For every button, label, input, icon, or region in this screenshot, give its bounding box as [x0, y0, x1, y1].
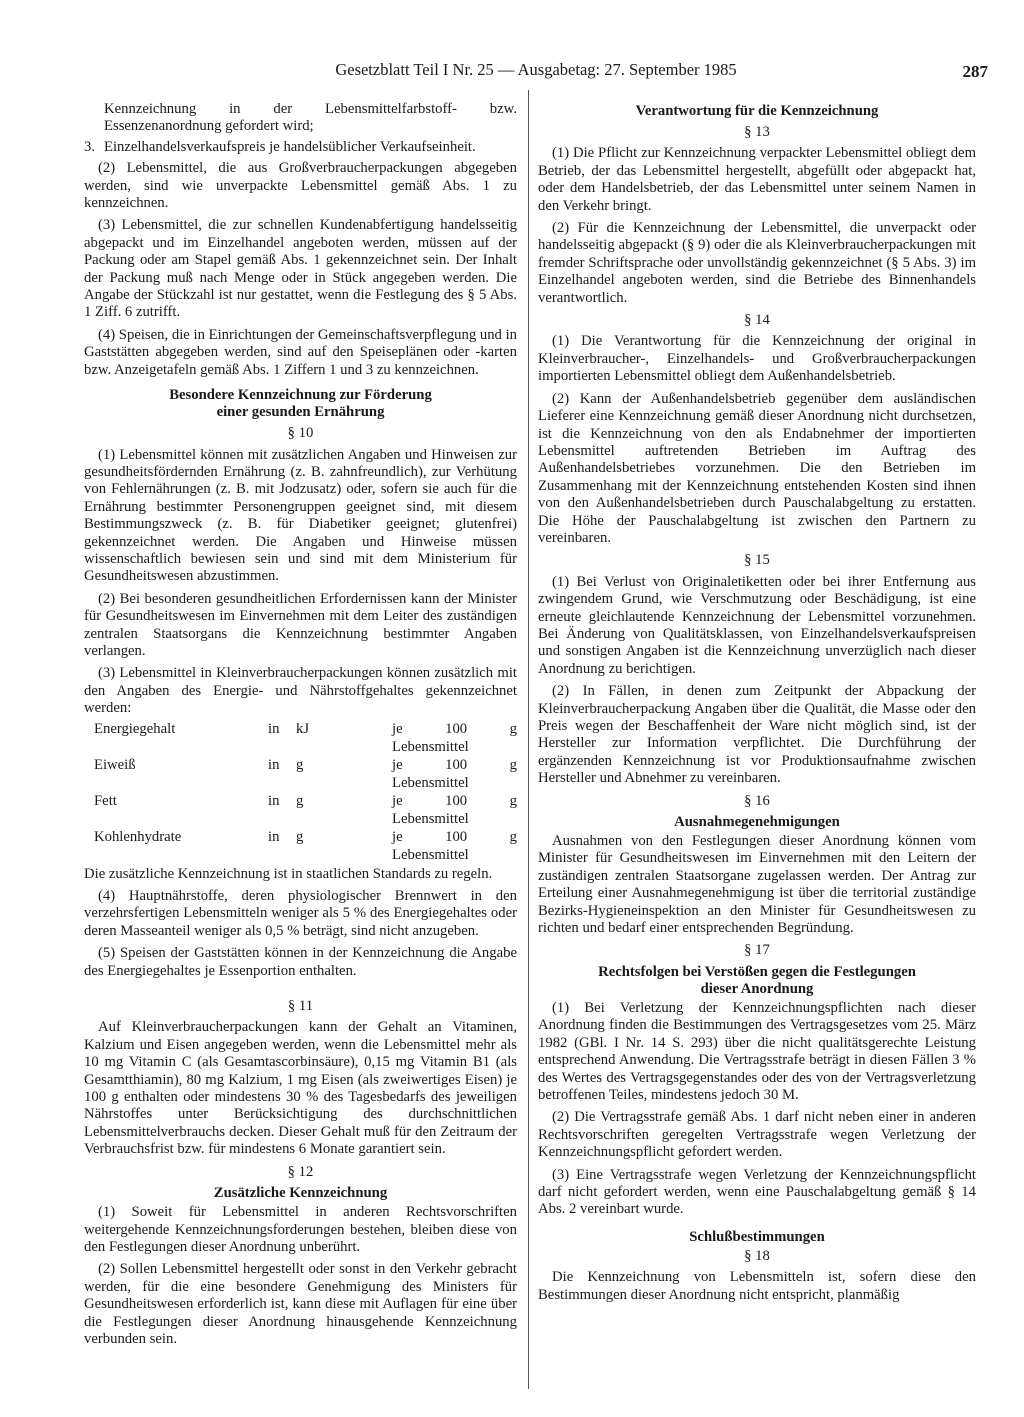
- paragraph: Auf Kleinverbraucherpackungen kann der Gehalt an Vitaminen, Kalzium und Eisen angegeben werden, wenn die Lebensmittel mehr als 10 mg Vitamin C (als Gesamtascorbinsäure), 0,15 mg Vitamin B1 (als Gesamtthiamin), 80 mg Kalzium, 1 mg Eisen (als zweiwertiges Eisen) je 100 g enthalten oder mindestens 30 % des Tagesbedarfs des jeweiligen Nährstoffes unter Berücksichtigung des durchschnittlichen Lebensmittelverbrauchs decken. Dieser Gehalt muß für den Zeitraum der Verbrauchsfrist bzw. für mindestens 6 Monate garantiert sein.: [84, 1019, 517, 1158]
- paragraph: (3) Lebensmittel in Kleinverbraucherpackungen können zusätzlich mit den Angaben des Energie- und Nährstoffgehaltes gekennzeichnet werden:: [84, 665, 517, 717]
- header-title: Gesetzblatt Teil I Nr. 25 — Ausgabetag: 27. September 1985: [335, 60, 737, 79]
- section-number: § 10: [287, 425, 314, 442]
- column-divider: [528, 90, 529, 1389]
- table-row: [84, 720, 517, 756]
- right-column: [538, 101, 976, 1309]
- section-heading: [84, 387, 517, 421]
- nutrient-per: je 100 g Lebensmittel: [392, 792, 517, 827]
- nutrient-unit: g: [296, 756, 304, 773]
- section-number: § 12: [287, 1163, 314, 1180]
- table-row: [84, 756, 517, 792]
- paragraph: (2) Die Vertragsstrafe gemäß Abs. 1 darf nicht neben einer in anderen Rechtsvorschriften geregelten Vertragsstrafe wegen Verletzung der Kennzeichnungspflicht gefordert werden.: [538, 1109, 976, 1161]
- list-item-3: [84, 139, 517, 156]
- nutrient-prep: in: [268, 792, 280, 809]
- section-heading: Zusätzliche Kennzeichnung: [213, 1185, 388, 1202]
- nutrient-table: [84, 720, 517, 864]
- section-number: § 14: [744, 312, 770, 329]
- paragraph: (2) Sollen Lebensmittel hergestellt oder sonst in den Verkehr gebracht werden, für die eine besondere Genehmigung des Ministers für Gesundheitswesen erforderlich ist, kann diese mit Auflagen für eine über die Festlegungen dieser Anordnung hinausgehende Kennzeichnung verbunden sein.: [84, 1261, 517, 1347]
- paragraph: (1) Soweit für Lebensmittel in anderen Rechtsvorschriften weitergehende Kennzeichnungsforderungen bestehen, bleiben diese von den Festlegungen dieser Anordnung unberührt.: [84, 1204, 517, 1255]
- nutrient-name: Energiegehalt: [94, 720, 176, 737]
- heading-line: Besondere Kennzeichnung zur Förderung: [169, 387, 432, 404]
- paragraph: Die Kennzeichnung von Lebensmitteln ist, sofern diese den Bestimmungen dieser Anordnung nicht entspricht, planmäßig: [538, 1269, 976, 1303]
- paragraph: (2) Lebensmittel, die aus Großverbraucherpackungen abgegeben werden, sind wie unverpackte Lebensmittel gemäß Abs. 1 zu kennzeichnen.: [84, 160, 517, 212]
- section-number: § 18: [744, 1247, 770, 1264]
- paragraph: (1) Die Pflicht zur Kennzeichnung verpackter Lebensmittel obliegt dem Betrieb, der das Lebensmittel hergestellt, abgefüllt oder abgepackt hat, oder dem Handelsbetrieb, der das Lebensmittel unter seinem Namen in den Verkehr bringt.: [538, 145, 976, 214]
- page-header: [84, 60, 988, 86]
- nutrient-per: je 100 g Lebensmittel: [392, 828, 517, 863]
- paragraph: (4) Hauptnährstoffe, deren physiologischer Brennwert in den verzehrsfertigen Lebensmitteln weniger als 5 % des Energiegehaltes oder deren Masseanteil weniger als 0,5 % beträgt, sind nicht anzugeben.: [84, 888, 517, 939]
- paragraph: (3) Lebensmittel, die zur schnellen Kundenabfertigung handelsseitig abgepackt und im Einzelhandel angeboten werden, müssen auf der Packung oder am Stapel gemäß Abs. 1 gekennzeichnet sein. Der Inhalt der Packung muß nach Menge oder in Stück angegeben werden. Die Angabe der Stückzahl ist nur gestattet, wenn die Festlegung des § 5 Abs. 1 Ziff. 6 zutrifft.: [84, 217, 517, 321]
- section-heading: Schlußbestimmungen: [689, 1228, 825, 1245]
- section-heading: [538, 964, 976, 998]
- paragraph: Die zusätzliche Kennzeichnung ist in staatlichen Standards zu regeln.: [84, 865, 493, 882]
- paragraph: (1) Lebensmittel können mit zusätzlichen Angaben und Hinweisen zur gesundheitsfördernden Ernährung (z. B. zahnfreundlich), zur Verhütung von Fehlernährungen (z. B. mit Jodzusatz) oder, sofern sie auch für die Ernährung bestimmter Personengruppen geeignet sind, mit diesem Bestimmungszweck (z. B. für Diabetiker geeignet; glutenfrei) gekennzeichnet werden. Die Angaben und Hinweise müssen wissenschaftlich bewiesen sein und sind mit dem Ministerium für Gesundheitswesen abzustimmen.: [84, 446, 517, 585]
- heading-line: dieser Anordnung: [700, 980, 814, 997]
- paragraph: (2) Bei besonderen gesundheitlichen Erfordernissen kann der Minister für Gesundheitswesen im Einvernehmen mit dem Leiter des zuständigen zentralen Staatsorgans die Kennzeichnung bestimmter Angaben verlangen.: [84, 590, 517, 659]
- heading-line: einer gesunden Ernährung: [216, 404, 385, 421]
- paragraph: (2) Für die Kennzeichnung der Lebensmittel, die unverpackt oder handelsseitig abgepackt (§ 9) oder die als Kleinverbraucherpackungen mit fremder Schriftsprache oder unvollständig gekennzeichnet (§ 5 Abs. 3) im Einzelhandel angeboten werden, sind die Betriebe des Binnenhandels verantwortlich.: [538, 220, 976, 306]
- nutrient-prep: in: [268, 828, 280, 845]
- list-item-text: Einzelhandelsverkaufspreis je handelsüblicher Verkaufseinheit.: [104, 138, 476, 155]
- paragraph: (1) Bei Verletzung der Kennzeichnungspflichten nach dieser Anordnung finden die Bestimmungen des Vertragsgesetzes vom 25. März 1982 (GBl. I Nr. 14 S. 293) über die nicht qualitätsgerechte Leistung entsprechend Anwendung. Die Vertragsstrafe beträgt in diesen Fällen 3 % des Wertes des Vertragsgegenstandes oder des von der Vertragsverletzung betroffenen Teiles, mindestens jedoch 30 M.: [538, 999, 976, 1103]
- nutrient-per: je 100 g Lebensmittel: [392, 720, 517, 755]
- section-number: § 13: [744, 124, 770, 140]
- section-heading: Verantwortung für die Kennzeichnung: [635, 103, 879, 119]
- left-column: [84, 101, 517, 1353]
- nutrient-per: je 100 g Lebensmittel: [392, 756, 517, 791]
- paragraph: (1) Die Verantwortung für die Kennzeichnung der original in Kleinverbraucher-, Einzelhandels- und Großverbraucherpackungen importierten Lebensmittel obliegt dem Außenhandelsbetrieb.: [538, 333, 976, 385]
- paragraph: (1) Bei Verlust von Originaletiketten oder bei ihrer Entfernung aus zwingendem Grund, wie Verschmutzung oder Beschädigung, ist eine erneute gleichlautende Kennzeichnung der Lebensmittel vorzunehmen. Bei Änderung von Qualitätsklassen, von Einzelhandelsverkaufspreisen und sonstigen Angaben ist die Kennzeichnung unverzüglich nach dieser Anordnung zu berichtigen.: [538, 573, 976, 677]
- nutrient-unit: g: [296, 792, 304, 809]
- section-number: § 17: [744, 942, 770, 959]
- paragraph: (5) Speisen der Gaststätten können in der Kennzeichnung die Angabe des Energiegehaltes je Essenportion enthalten.: [84, 945, 517, 979]
- heading-line: Rechtsfolgen bei Verstößen gegen die Festlegungen: [598, 963, 916, 980]
- section-heading: Ausnahmegenehmigungen: [674, 814, 840, 831]
- section-number: § 11: [287, 998, 314, 1015]
- nutrient-prep: in: [268, 720, 280, 737]
- nutrient-unit: g: [296, 828, 304, 845]
- nutrient-name: Fett: [94, 792, 117, 809]
- paragraph: Ausnahmen von den Festlegungen dieser Anordnung können vom Minister für Gesundheitswesen im Einvernehmen mit den Leitern der zuständigen zentralen Staatsorgane zugelassen werden. Der Antrag zur Erteilung einer Ausnahmegenehmigung ist über die territorial zuständige Bezirks-Hygieneinspektion an den Minister für Gesundheitswesen zu richten und bedarf einer entsprechenden Begründung.: [538, 833, 976, 937]
- paragraph: (2) Kann der Außenhandelsbetrieb gegenüber dem ausländischen Lieferer eine Kennzeichnung gemäß dieser Anordnung nicht durchsetzen, ist die Kennzeichnung von den als Endabnehmer der importierten Lebensmittel auftretenden Betrieben im Auftrag des Außenhandelsbetriebes vorzunehmen. Die den Betrieben im Zusammenhang mit der Kennzeichnung entstehenden Kosten sind ihnen von den Außenhandelsbetrieben durch Pauschalabgeltung zu erstatten. Die Höhe der Pauschalabgeltung ist zwischen den Partnern zu vereinbaren.: [538, 390, 976, 546]
- paragraph: (2) In Fällen, in denen zum Zeitpunkt der Abpackung der Kleinverbraucherpackung Angaben über die Qualität, die Masse oder den Preis wegen der Beschaffenheit der Ware nicht möglich sind, ist der Hersteller zur Information verpflichtet. Die Durchführung der ergänzenden Kennzeichnung ist vor Produktionsaufnahme zwischen Hersteller und Abnehmer zu vereinbaren.: [538, 683, 976, 787]
- nutrient-prep: in: [268, 756, 280, 773]
- nutrient-unit: kJ: [296, 720, 310, 737]
- nutrient-name: Eiweiß: [94, 756, 136, 773]
- list-item-number: 3.: [84, 138, 96, 155]
- table-row: [84, 792, 517, 828]
- paragraph: (3) Eine Vertragsstrafe wegen Verletzung der Kennzeichnungspflicht darf nicht gefordert werden, wenn eine Pauschalabgeltung gemäß § 14 Abs. 2 vereinbart wurde.: [538, 1166, 976, 1218]
- page-number: 287: [962, 62, 988, 81]
- paragraph: (4) Speisen, die in Einrichtungen der Gemeinschaftsverpflegung und in Gaststätten abgegeben werden, sind auf den Speiseplänen oder -karten bzw. Anzeigetafeln gemäß Abs. 1 Ziffern 1 und 3 zu kennzeichnen.: [84, 326, 517, 378]
- section-number: § 15: [744, 552, 770, 569]
- paragraph-continued: Kennzeichnung in der Lebensmittelfarbstoff- bzw. Essenzenanordnung gefordert wird;: [104, 101, 517, 135]
- section-number: § 16: [744, 792, 770, 809]
- nutrient-name: Kohlenhydrate: [94, 828, 182, 845]
- table-row: [84, 828, 517, 864]
